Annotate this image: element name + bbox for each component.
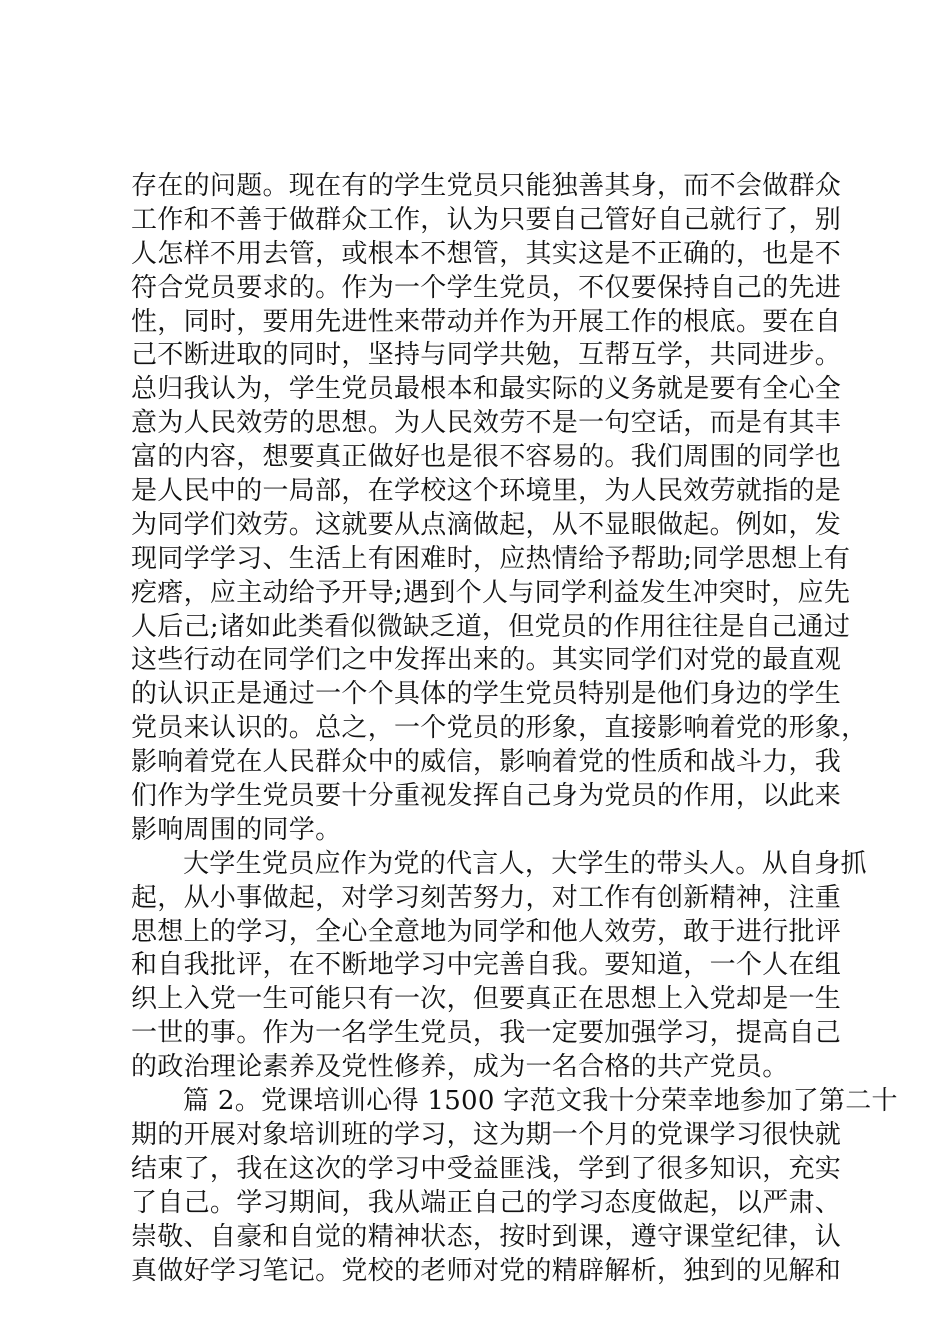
text-line: 织上入党一生可能只有一次，但要真正在思想上入党却是一生 bbox=[131, 984, 842, 1015]
text-line: 们作为学生党员要十分重视发挥自己身为党员的作用，以此来 bbox=[131, 781, 842, 812]
text-line: 影响周围的同学。 bbox=[131, 814, 342, 845]
text-line: 和自我批评，在不断地学习中完善自我。要知道，一个人在组 bbox=[131, 950, 842, 981]
text-line: 党员来认识的。总之，一个党员的形象，直接影响着党的形象， bbox=[131, 713, 868, 744]
text-line: 一世的事。作为一名学生党员，我一定要加强学习，提高自己 bbox=[131, 1018, 842, 1049]
text-line: 真做好学习笔记。党校的老师对党的精辟解析，独到的见解和 bbox=[131, 1255, 842, 1286]
text-line: 工作和不善于做群众工作，认为只要自己管好自己就行了，别 bbox=[131, 204, 842, 235]
text-line: 意为人民效劳的思想。为人民效劳不是一句空话，而是有其丰 bbox=[131, 408, 842, 439]
paragraph-start-line: 篇 2。党课培训心得 1500 字范文我十分荣幸地参加了第二十 bbox=[183, 1086, 898, 1117]
text-line: 现同学学习、生活上有困难时，应热情给予帮助;同学思想上有 bbox=[131, 543, 851, 574]
text-line: 疙瘩，应主动给予开导;遇到个人与同学利益发生冲突时，应先 bbox=[131, 577, 851, 608]
text-line: 起，从小事做起，对学习刻苦努力，对工作有创新精神，注重 bbox=[131, 882, 842, 913]
text-line: 己不断进取的同时，坚持与同学共勉，互帮互学，共同进步。 bbox=[131, 340, 842, 371]
text-line: 是人民中的一局部，在学校这个环境里，为人民效劳就指的是 bbox=[131, 476, 842, 507]
text-line: 人后己;诸如此类看似微缺乏道，但党员的作用往往是自己通过 bbox=[131, 611, 851, 642]
text-line: 符合党员要求的。作为一个学生党员，不仅要保持自己的先进 bbox=[131, 272, 842, 303]
text-line: 人怎样不用去管，或根本不想管，其实这是不正确的，也是不 bbox=[131, 238, 842, 269]
text-line: 总归我认为，学生党员最根本和最实际的义务就是要有全心全 bbox=[131, 374, 842, 405]
text-line: 了自己。学习期间，我从端正自己的学习态度做起，以严肃、 bbox=[131, 1187, 842, 1218]
text-line: 影响着党在人民群众中的威信，影响着党的性质和战斗力，我 bbox=[131, 747, 842, 778]
text-line: 存在的问题。现在有的学生党员只能独善其身，而不会做群众 bbox=[131, 171, 842, 201]
paragraph-start-line: 大学生党员应作为党的代言人，大学生的带头人。从自身抓 bbox=[183, 848, 867, 879]
text-line: 结束了，我在这次的学习中受益匪浅，学到了很多知识，充实 bbox=[131, 1153, 842, 1184]
text-line: 这些行动在同学们之中发挥出来的。其实同学们对党的最直观 bbox=[131, 645, 842, 676]
text-line: 为同学们效劳。这就要从点滴做起，从不显眼做起。例如，发 bbox=[131, 509, 842, 540]
text-line: 思想上的学习，全心全意地为同学和他人效劳，敢于进行批评 bbox=[131, 916, 842, 947]
text-line: 性，同时，要用先进性来带动并作为开展工作的根底。要在自 bbox=[131, 306, 842, 337]
text-line: 期的开展对象培训班的学习，这为期一个月的党课学习很快就 bbox=[131, 1119, 842, 1150]
text-line: 的政治理论素养及党性修养，成为一名合格的共产党员。 bbox=[131, 1052, 789, 1083]
text-line: 崇敬、自豪和自觉的精神状态，按时到课，遵守课堂纪律，认 bbox=[131, 1221, 842, 1252]
text-line: 富的内容，想要真正做好也是很不容易的。我们周围的同学也 bbox=[131, 442, 842, 473]
body-text bbox=[131, 170, 898, 1288]
text-line: 的认识正是通过一个个具体的学生党员特别是他们身边的学生 bbox=[131, 679, 842, 710]
